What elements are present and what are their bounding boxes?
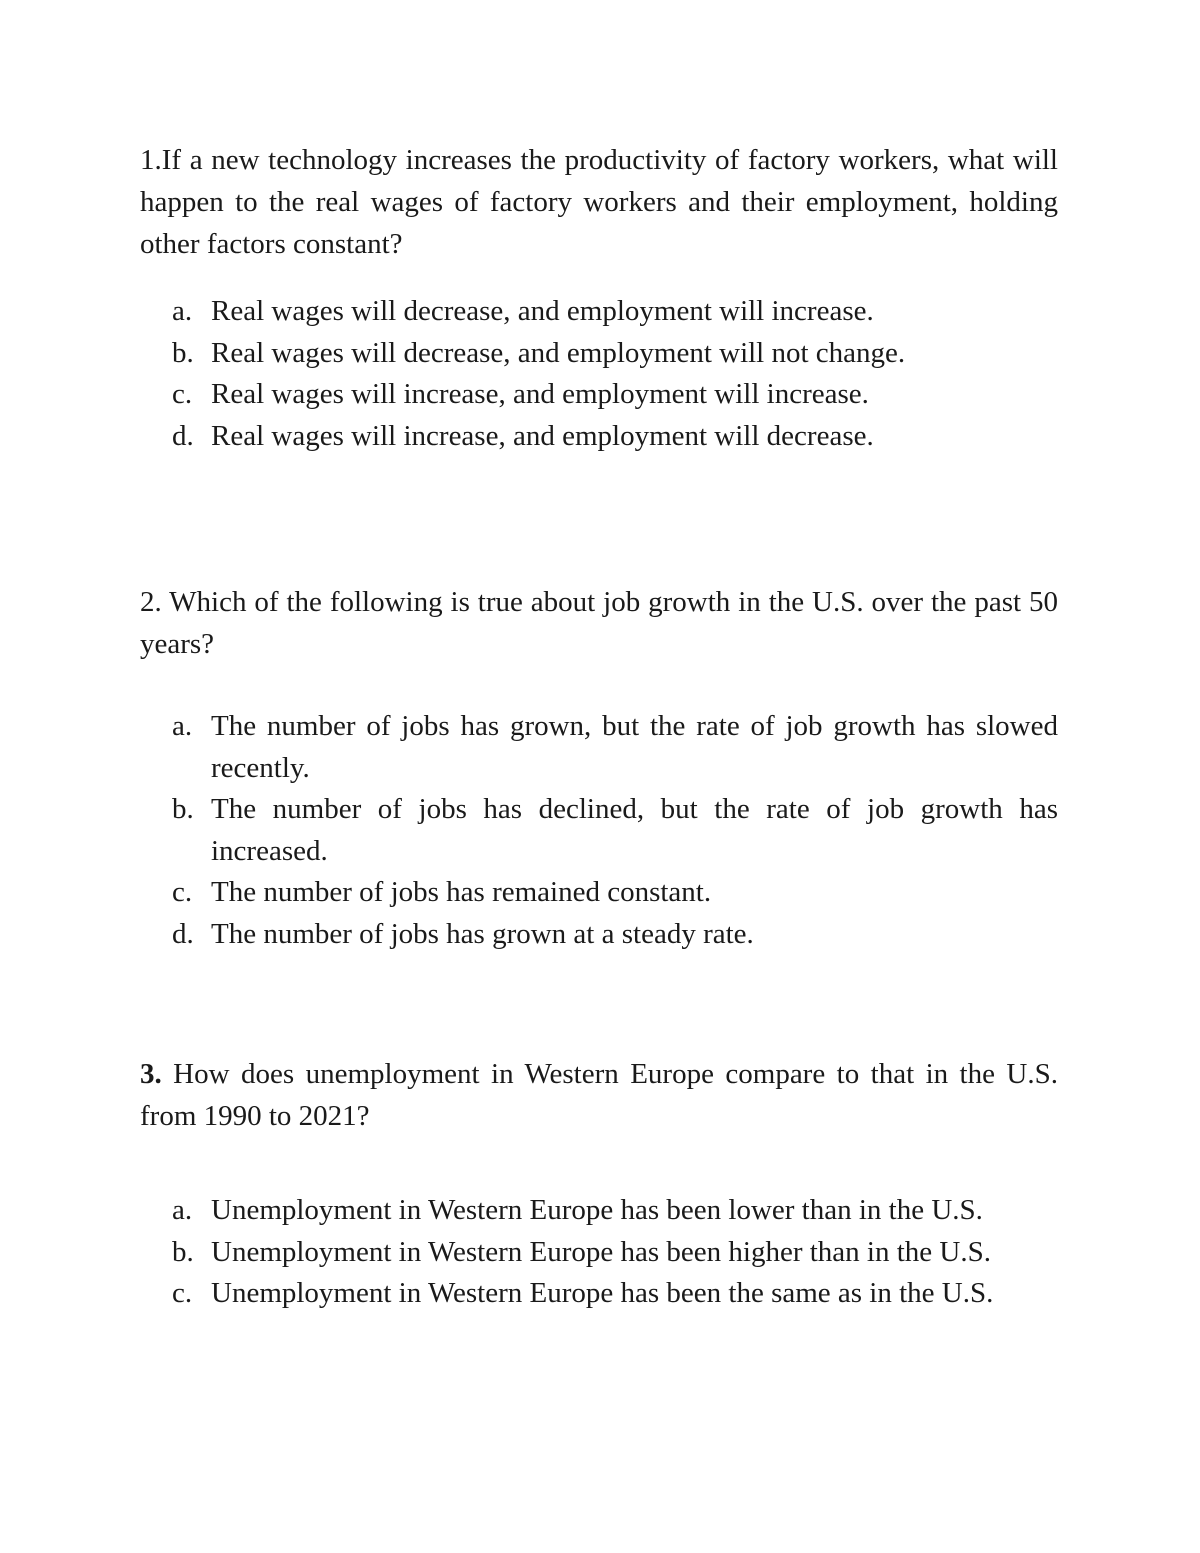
question-number: 1. — [140, 144, 162, 176]
option-letter: c. — [172, 876, 193, 908]
option-letter: d. — [172, 419, 194, 452]
question-3-options — [172, 1190, 1058, 1315]
question-number: 3. — [140, 1058, 162, 1090]
option-item — [172, 872, 1058, 914]
option-item — [172, 333, 1058, 375]
option-text: Real wages will increase, and employment will increase. — [211, 378, 869, 410]
option-letter: b. — [172, 793, 194, 825]
option-letter: b. — [172, 336, 194, 369]
option-letter: c. — [172, 1277, 193, 1309]
option-letter: d. — [172, 917, 194, 950]
question-2 — [140, 581, 1058, 665]
option-text: Unemployment in Western Europe has been the same as in the U.S. — [211, 1277, 994, 1309]
option-text: Unemployment in Western Europe has been lower than in the U.S. — [211, 1194, 983, 1226]
option-text: Real wages will decrease, and employment will not change. — [211, 336, 906, 369]
option-item — [172, 374, 1058, 416]
question-number: 2. — [140, 586, 162, 618]
question-1 — [140, 139, 1058, 265]
question-text: If a new technology increases the productivity of factory workers, what will happen to the real wages of factory workers and their employment, holding other factors constant? — [140, 144, 1058, 260]
option-text: The number of jobs has grown, but the rate of job growth has slowed recently. — [211, 710, 1058, 784]
option-letter: a. — [172, 1194, 193, 1226]
option-item — [172, 291, 1058, 333]
option-letter: a. — [172, 295, 193, 327]
option-item — [172, 789, 1058, 872]
option-letter: c. — [172, 378, 193, 410]
option-item — [172, 1273, 1058, 1315]
option-text: The number of jobs has declined, but the rate of job growth has increased. — [211, 793, 1058, 867]
option-text: Unemployment in Western Europe has been higher than in the U.S. — [211, 1235, 991, 1268]
option-text: The number of jobs has remained constant. — [211, 876, 712, 908]
option-letter: b. — [172, 1235, 194, 1268]
question-1-options — [172, 291, 1058, 457]
question-2-options — [172, 706, 1058, 955]
question-3 — [140, 1053, 1058, 1137]
option-item — [172, 1232, 1058, 1274]
option-item — [172, 914, 1058, 956]
option-item — [172, 1190, 1058, 1232]
option-text: Real wages will decrease, and employment will increase. — [211, 295, 874, 327]
question-text: Which of the following is true about job growth in the U.S. over the past 50 years? — [140, 586, 1058, 660]
option-text: Real wages will increase, and employment will decrease. — [211, 419, 874, 452]
option-item — [172, 416, 1058, 458]
question-text: How does unemployment in Western Europe compare to that in the U.S. from 1990 to 2021? — [140, 1058, 1058, 1132]
option-item — [172, 706, 1058, 789]
option-letter: a. — [172, 710, 193, 742]
option-text: The number of jobs has grown at a steady rate. — [211, 917, 754, 950]
